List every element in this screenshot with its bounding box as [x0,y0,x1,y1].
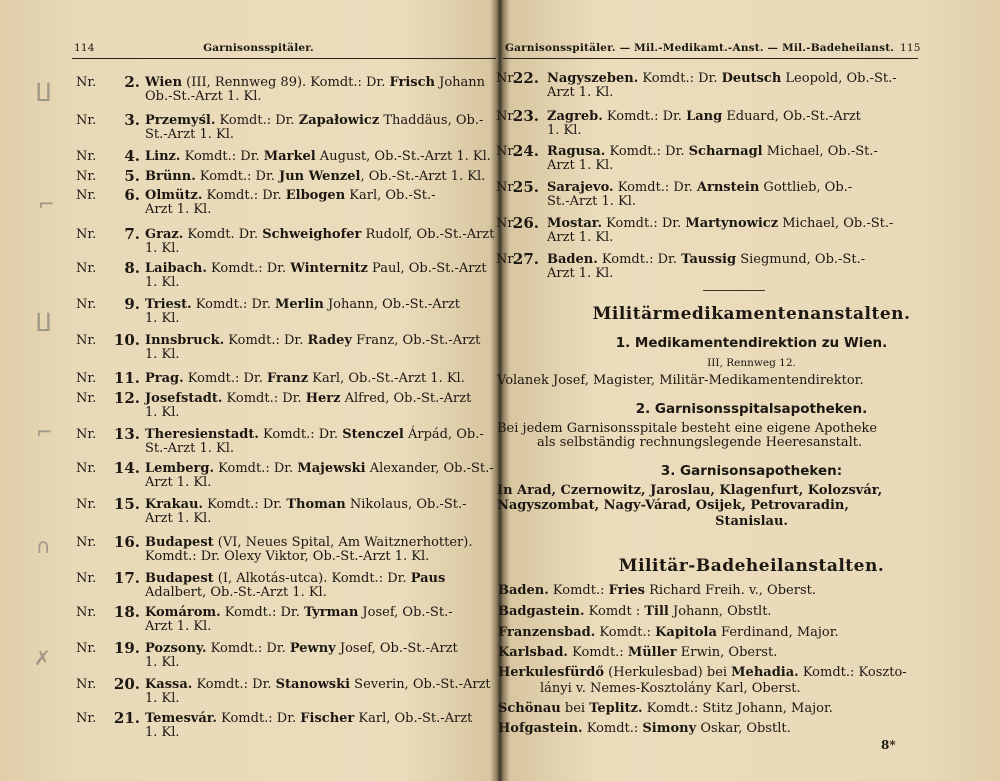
entry-text-part: Komdt.: Dr. [192,677,276,692]
entry-place-name: Olmütz. [145,188,203,203]
bath-text-part: Erwin, Oberst. [676,645,778,660]
entry-commander-name: Winternitz [290,261,368,276]
entry-text [145,678,491,692]
entry-text-part: Komdt.: Dr. [191,297,275,312]
bath-text-part: (Herkulesbad) bei [604,665,732,680]
signature-mark: 8* [881,738,896,752]
entry-line-2: Ob.-St.-Arzt 1. Kl. [145,89,262,104]
subsection-title-1: 1. Medikamentendirektion zu Wien. [615,335,888,351]
entry-line-2: St.-Arzt 1. Kl. [547,194,637,209]
pencil-mark-icon: ∩ [36,534,51,558]
entry-text [145,712,472,726]
entry-nr-label: Nr. [76,169,97,184]
left-page [0,0,497,781]
entry-number: 4. [124,147,140,165]
entry-place-name: Temesvár. [145,711,217,726]
entry-nr-label: Nr. [76,677,97,692]
entry-commander-name: Fischer [300,711,355,726]
bath-text-part: Komdt.: [582,721,643,736]
entry-text [547,72,897,86]
entry-nr-label: Nr. [76,535,97,550]
entry-number: 13. [113,425,140,443]
entry-line-2: Arzt 1. Kl. [547,158,614,173]
entry-text [145,642,458,656]
entry-text-part: Josef, Ob.-St.-Arzt [335,641,458,656]
entry-text [145,606,453,620]
entry-place-name: Brünn. [145,169,196,184]
entry-commander-name: Majewski [297,461,366,476]
entry-nr-label: Nr. [496,216,517,231]
entry-line-2: St.-Arzt 1. Kl. [145,441,235,456]
entry-number: 9. [124,295,140,313]
bath-text-part: Komdt.: Stitz Johann, Major. [642,701,833,716]
entry-text-part: August, Ob.-St.-Arzt 1. Kl. [315,149,491,164]
bath-commander-name: Fries [608,583,645,598]
entry-number: 16. [113,533,140,551]
entry-text-part: Komdt.: Dr. [215,113,299,128]
entry-line-2: 1. Kl. [145,691,180,706]
entry-text-part: Komdt.: Dr. [602,109,687,124]
entry-text [145,114,483,128]
bath-place-name: Franzensbad. [498,625,596,640]
entry-nr-label: Nr. [76,149,97,164]
entry-text-part: Eduard, Ob.-St.-Arzt [722,109,861,124]
right-page [496,0,1000,781]
entry-text [547,110,861,124]
bath-text-part: Komdt : [584,604,645,619]
entry-number: 22. [512,69,539,87]
subsection-3-text-3: Stanislau. [715,514,788,529]
entry-number: 17. [113,569,140,587]
entry-text-part: Árpád, Ob.- [403,427,484,442]
entry-place-name: Budapest [145,535,214,550]
pencil-mark-icon: ⌐ [38,192,55,216]
entry-commander-name: Markel [263,149,316,164]
bath-place-name: Herkulesfürdő [498,665,605,680]
subsection-2-text-1: Bei jedem Garnisonsspitale besteht eine eigene Apotheke [497,421,878,436]
entry-nr-label: Nr. [76,497,97,512]
entry-number: 27. [512,250,539,268]
bath-entry [498,646,777,660]
entry-text [145,170,485,184]
entry-text-part: Franz, Ob.-St.-Arzt [351,333,481,348]
entry-text-part: Leopold, Ob.-St.- [781,71,897,86]
bath-place-name: Schönau [498,701,561,716]
entry-place-name: Przemyśl. [145,113,216,128]
entry-place-name: Innsbruck. [145,333,225,348]
entry-line-2: 1. Kl. [145,241,180,256]
bath-commander-name: Mehadia. [731,665,799,680]
entry-commander-name: Franz [267,371,309,386]
entry-text [145,392,471,406]
right-page-number: 115 [900,42,921,54]
entry-text-part: Alfred, Ob.-St.-Arzt [340,391,472,406]
entry-nr-label: Nr. [76,571,97,586]
entry-place-name: Ragusa. [547,144,606,159]
entry-place-name: Wien [145,75,183,90]
entry-line-2: Adalbert, Ob.-St.-Arzt 1. Kl. [145,585,327,600]
entry-text-part: Komdt.: Dr. [605,144,689,159]
entry-text-part: (III, Rennweg 89). Komdt.: Dr. [182,75,390,90]
entry-place-name: Theresienstadt. [145,427,259,442]
entry-nr-label: Nr. [496,144,517,159]
entry-text [547,145,878,159]
entry-nr-label: Nr. [76,461,97,476]
entry-place-name: Linz. [145,149,181,164]
right-header-rule [503,58,918,59]
entry-number: 6. [124,186,140,204]
section-title-medikamentenanstalten: Militärmedikamentenanstalten. [592,304,911,324]
bath-entry [498,626,839,640]
bath-place-name: Hofgastein. [498,721,583,736]
entry-text [145,150,491,164]
entry-text-part: Komdt.: Dr. [202,188,286,203]
entry-number: 25. [512,178,539,196]
bath-commander-name: Müller [627,645,677,660]
entry-number: 18. [113,603,140,621]
bath-entry [498,665,907,696]
bath-place-name: Baden. [498,583,549,598]
entry-number: 11. [113,369,140,387]
entry-nr-label: Nr. [76,75,97,90]
entry-text-part: Komdt.: Dr. [258,427,343,442]
entry-number: 19. [113,639,140,657]
entry-place-name: Nagyszeben. [547,71,639,86]
entry-nr-label: Nr. [76,641,97,656]
entry-line-2: 1. Kl. [547,123,582,138]
entry-commander-name: Frisch [389,75,435,90]
entry-text-part: Komdt.: Dr. [638,71,722,86]
subsection-1-text: Volanek Josef, Magister, Militär-Medikamentendirektor. [497,373,864,388]
bath-text-part: Komdt.: [567,645,628,660]
entry-number: 3. [124,111,140,129]
entry-nr-label: Nr. [76,188,97,203]
pencil-mark-icon: ⌐ [36,420,53,444]
bath-commander-name: Till [644,604,669,619]
entry-place-name: Kassa. [145,677,193,692]
entry-text [145,372,465,386]
entry-place-name: Baden. [547,252,598,267]
entry-text-part: Josef, Ob.-St.- [358,605,453,620]
entry-commander-name: Merlin [274,297,324,312]
entry-text [547,253,865,267]
bath-commander-name: Kapitola [655,625,717,640]
entry-text [145,298,460,312]
entry-nr-label: Nr. [496,71,517,86]
entry-commander-name: Zapałowicz [298,113,380,128]
bath-text-part: Komdt.: Koszto- [798,665,907,680]
entry-place-name: Mostar. [547,216,602,231]
entry-text-part: Paul, Ob.-St.-Arzt [367,261,487,276]
entry-number: 20. [113,675,140,693]
entry-nr-label: Nr. [76,427,97,442]
entry-text-part: Komdt.: Dr. [597,252,682,267]
bath-text-part: Komdt.: [548,583,609,598]
entry-place-name: Graz. [145,227,184,242]
entry-number: 14. [113,459,140,477]
entry-commander-name: Stenczel [342,427,404,442]
divider [703,290,765,291]
subsection-3-text-2: Nagyszombat, Nagy-Várad, Osijek, Petrovaradin, [497,498,849,513]
entry-line-2: 1. Kl. [145,311,180,326]
entry-text-part: Alexander, Ob.-St.- [365,461,494,476]
subsection-title-2: 2. Garnisonsspitalsapotheken. [635,401,868,417]
entry-line-2: Arzt 1. Kl. [145,511,212,526]
entry-commander-name: Schweighofer [262,227,362,242]
entry-text [145,189,436,203]
entry-line-2: Arzt 1. Kl. [547,85,614,100]
left-page-number: 114 [74,42,95,54]
entry-place-name: Zagreb. [547,109,603,124]
entry-text [547,217,893,231]
entry-number: 23. [512,107,539,125]
entry-commander-name: Deutsch [721,71,782,86]
entry-text-part: Siegmund, Ob.-St.- [736,252,866,267]
entry-place-name: Josefstadt. [145,391,223,406]
entry-number: 2. [124,73,140,91]
bath-line-2: lányi v. Nemes-Kosztolány Karl, Oberst. [540,681,801,696]
entry-text-part: Karl, Ob.-St.-Arzt 1. Kl. [308,371,465,386]
entry-commander-name: Thoman [286,497,346,512]
entry-text-part: Komdt.: Dr. [216,711,301,726]
bath-commander-name: Teplitz. [589,701,643,716]
entry-text-part: Johann, Ob.-St.-Arzt [323,297,460,312]
entry-line-2: Arzt 1. Kl. [145,475,212,490]
entry-text-part: Komdt.: Dr. [613,180,697,195]
entry-text-part: (VI, Neues Spital, Am Waitznerhotter). [213,535,473,550]
entry-text-part: (I, Alkotás-utca). Komdt.: Dr. [213,571,411,586]
bath-entry [498,722,791,736]
entry-text-part: Nikolaus, Ob.-St.- [345,497,467,512]
entry-nr-label: Nr. [496,252,517,267]
entry-text-part: Rudolf, Ob.-St.-Arzt [361,227,495,242]
entry-line-2: 1. Kl. [145,405,180,420]
entry-place-name: Triest. [145,297,192,312]
entry-text-part: Michael, Ob.-St.- [762,144,878,159]
entry-commander-name: Radey [307,333,352,348]
entry-text [145,428,484,442]
bath-text-part: Johann, Obstlt. [668,604,772,619]
bath-entry [498,584,816,598]
entry-number: 26. [512,214,539,232]
entry-line-2: Arzt 1. Kl. [145,202,212,217]
entry-line-2: Arzt 1. Kl. [145,619,212,634]
entry-commander-name: Herz [305,391,341,406]
entry-place-name: Sarajevo. [547,180,614,195]
entry-line-2: 1. Kl. [145,275,180,290]
entry-text-part: Komdt.: Dr. [222,391,306,406]
entry-nr-label: Nr. [76,333,97,348]
entry-commander-name: Tyrman [304,605,359,620]
entry-line-2: Arzt 1. Kl. [547,230,614,245]
entry-text-part: Komdt.: Dr. [602,216,686,231]
entry-text-part: Johann [434,75,486,90]
entry-text-part: Thaddäus, Ob.- [379,113,484,128]
entry-nr-label: Nr. [76,227,97,242]
entry-line-2: Arzt 1. Kl. [547,266,614,281]
bath-text-part: bei [560,701,590,716]
entry-place-name: Krakau. [145,497,203,512]
entry-text [145,498,467,512]
entry-text-part: Komdt.: Dr. [224,333,308,348]
entry-text-part: Komdt. Dr. [183,227,263,242]
entry-text [145,536,472,550]
entry-line-2: 1. Kl. [145,725,180,740]
entry-text [145,262,487,276]
entry-number: 7. [124,225,140,243]
left-running-head: Garnisonsspitäler. [203,42,314,54]
entry-text [145,76,485,90]
bath-text-part: Ferdinand, Major. [716,625,839,640]
entry-text-part: Michael, Ob.-St.- [778,216,894,231]
entry-nr-label: Nr. [76,605,97,620]
entry-commander-name: Arnstein [696,180,760,195]
entry-nr-label: Nr. [496,180,517,195]
entry-number: 12. [113,389,140,407]
entry-place-name: Lemberg. [145,461,214,476]
bath-place-name: Badgastein. [498,604,585,619]
entry-text [145,228,494,242]
entry-line-2: 1. Kl. [145,347,180,362]
entry-text [145,462,494,476]
entry-commander-name: Stanowski [275,677,351,692]
subsection-3-text-1: In Arad, Czernowitz, Jaroslau, Klagenfurt, Kolozsvár, [497,483,883,498]
pencil-mark-icon: ✗ [34,646,51,670]
entry-commander-name: Pewny [289,641,336,656]
entry-text-part: Komdt.: Dr. [183,371,267,386]
entry-text-part: Komdt.: Dr. [180,149,264,164]
subsection-title-3: 3. Garnisonsapotheken: [660,463,843,479]
entry-nr-label: Nr. [76,261,97,276]
entry-commander-name: Paus [410,571,446,586]
entry-text-part: , Ob.-St.-Arzt 1. Kl. [360,169,486,184]
bath-entry [498,605,772,619]
entry-text-part: Komdt.: Dr. [214,461,298,476]
bath-text-part: Komdt.: [595,625,656,640]
entry-place-name: Komárom. [145,605,221,620]
entry-number: 10. [113,331,140,349]
entry-text [145,572,445,586]
entry-commander-name: Taussig [681,252,737,267]
entry-text [547,181,852,195]
subsection-2-text-2: als selbständig rechnungslegende Heeresanstalt. [537,435,863,450]
entry-text-part: Komdt.: Dr. [206,261,291,276]
entry-number: 15. [113,495,140,513]
left-header-rule [72,58,496,59]
section-title-badeheilanstalten: Militär-Badeheilanstalten. [618,556,885,576]
entry-text-part: Komdt.: Dr. [202,497,287,512]
entry-place-name: Pozsony. [145,641,207,656]
entry-line-2: St.-Arzt 1. Kl. [145,127,235,142]
bath-commander-name: Simony [642,721,697,736]
entry-nr-label: Nr. [76,711,97,726]
entry-nr-label: Nr. [76,113,97,128]
subsection-1-address: III, Rennweg 12. [707,357,796,369]
entry-place-name: Laibach. [145,261,207,276]
entry-commander-name: Lang [686,109,723,124]
entry-text-part: Karl, Ob.-St.- [345,188,436,203]
entry-text [145,334,480,348]
entry-line-2: 1. Kl. [145,655,180,670]
entry-text-part: Komdt.: Dr. [220,605,304,620]
entry-place-name: Prag. [145,371,184,386]
entry-nr-label: Nr. [76,297,97,312]
bath-text-part: Richard Freih. v., Oberst. [644,583,816,598]
entry-text-part: Komdt.: Dr. [195,169,280,184]
entry-number: 21. [113,709,140,727]
entry-nr-label: Nr. [496,109,517,124]
entry-nr-label: Nr. [76,391,97,406]
entry-text-part: Komdt.: Dr. [206,641,290,656]
entry-commander-name: Elbogen [285,188,346,203]
entry-text-part: Gottlieb, Ob.- [759,180,853,195]
entry-commander-name: Martynowicz [685,216,779,231]
entry-nr-label: Nr. [76,371,97,386]
entry-commander-name: Jun Wenzel [279,169,361,184]
entry-commander-name: Scharnagl [688,144,763,159]
entry-text-part: Karl, Ob.-St.-Arzt [354,711,473,726]
pencil-mark-icon: ∐ [36,78,52,102]
bath-entry [498,702,833,716]
entry-number: 24. [512,142,539,160]
entry-line-2: Komdt.: Dr. Olexy Viktor, Ob.-St.-Arzt 1. Kl. [145,549,430,564]
right-running-head: Garnisonsspitäler. — Mil.-Medikamt.-Anst. — Mil.-Badeheilanst. [505,42,895,54]
entry-text-part: Severin, Ob.-St.-Arzt [350,677,491,692]
pencil-mark-icon: ∐ [36,308,52,332]
entry-number: 8. [124,259,140,277]
bath-place-name: Karlsbad. [498,645,568,660]
bath-text-part: Oskar, Obstlt. [696,721,791,736]
entry-place-name: Budapest [145,571,214,586]
entry-number: 5. [124,167,140,185]
